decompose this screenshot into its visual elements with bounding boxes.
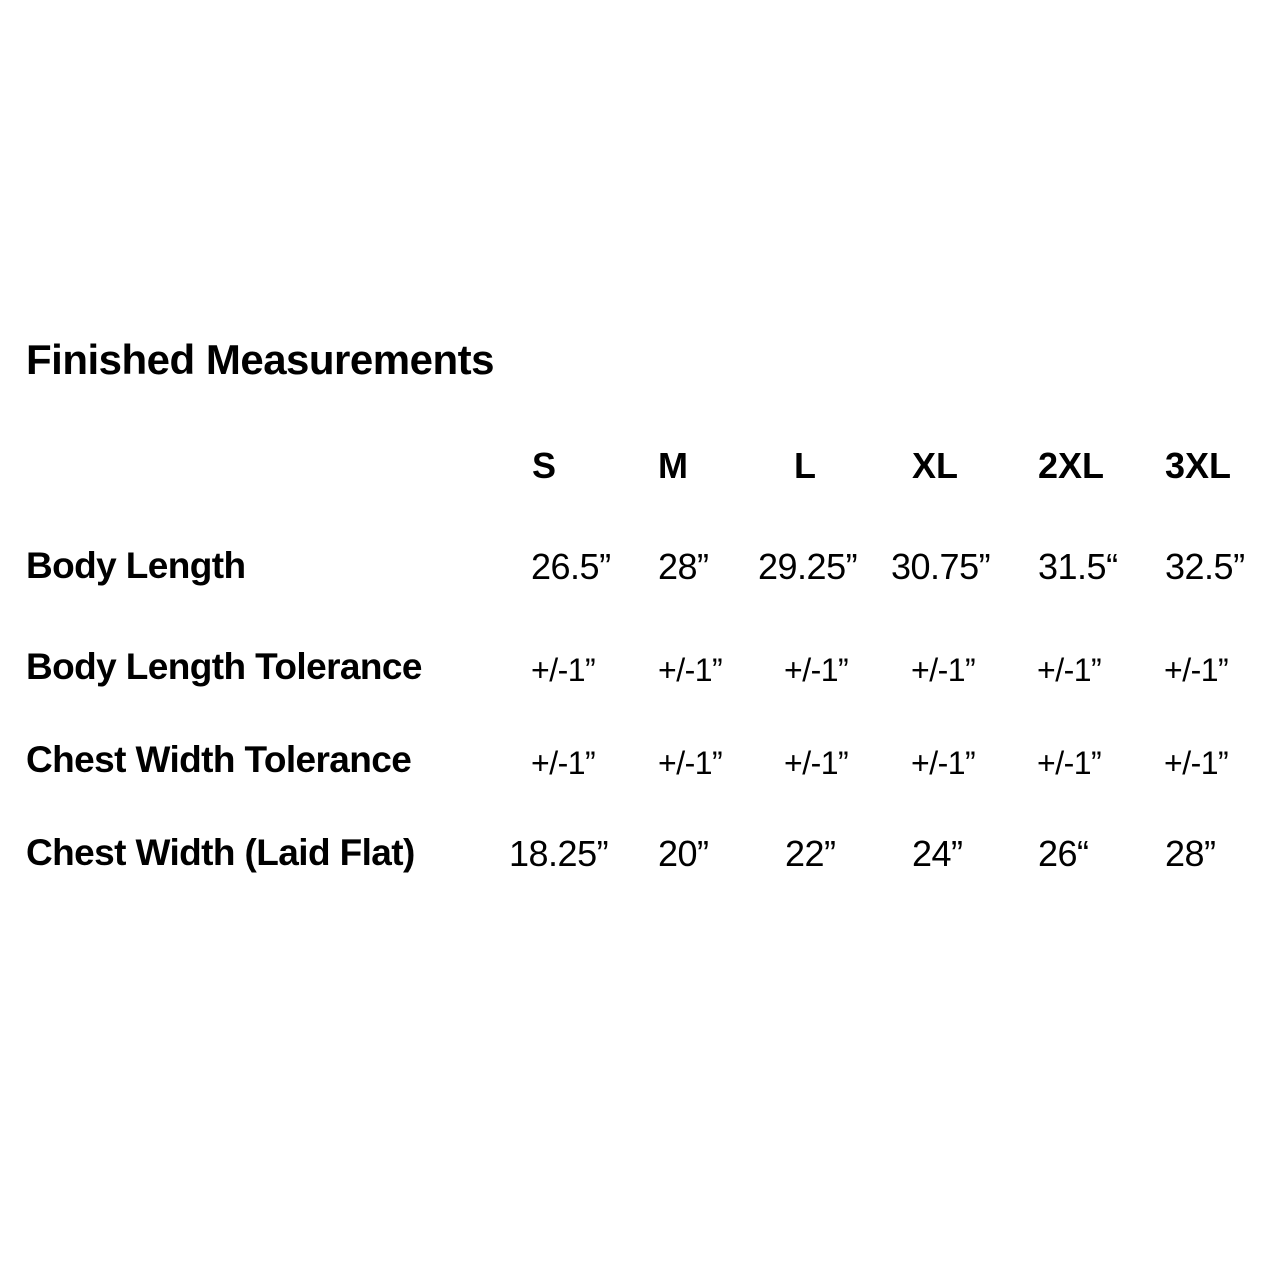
cell-chest-width-laid-flat-xl: 24”: [912, 833, 963, 874]
size-header-m: M: [658, 445, 688, 486]
cell-chest-width-tolerance-s: +/-1”: [531, 745, 596, 781]
row-label-chest-width-tolerance: Chest Width Tolerance: [26, 739, 412, 780]
cell-body-length-xl: 30.75”: [891, 546, 991, 587]
cell-chest-width-tolerance-m: +/-1”: [658, 745, 723, 781]
cell-chest-width-laid-flat-3xl: 28”: [1165, 833, 1216, 874]
size-header-xl: XL: [912, 445, 959, 486]
size-header-3xl: 3XL: [1165, 445, 1232, 486]
cell-body-length-tolerance-l: +/-1”: [784, 652, 849, 688]
cell-chest-width-laid-flat-m: 20”: [658, 833, 709, 874]
size-header-s: S: [532, 445, 557, 486]
page-title: Finished Measurements: [26, 336, 494, 383]
size-header-2xl: 2XL: [1038, 445, 1105, 486]
cell-chest-width-tolerance-xl: +/-1”: [911, 745, 976, 781]
cell-body-length-3xl: 32.5”: [1165, 546, 1245, 587]
cell-body-length-tolerance-s: +/-1”: [531, 652, 596, 688]
cell-body-length-tolerance-2xl: +/-1”: [1037, 652, 1102, 688]
cell-chest-width-tolerance-2xl: +/-1”: [1037, 745, 1102, 781]
cell-body-length-tolerance-m: +/-1”: [658, 652, 723, 688]
row-label-chest-width-laid-flat: Chest Width (Laid Flat): [26, 832, 415, 873]
cell-chest-width-laid-flat-l: 22”: [785, 833, 836, 874]
cell-body-length-m: 28”: [658, 546, 709, 587]
size-header-l: L: [794, 445, 816, 486]
cell-body-length-s: 26.5”: [531, 546, 611, 587]
cell-body-length-tolerance-3xl: +/-1”: [1164, 652, 1229, 688]
cell-chest-width-tolerance-3xl: +/-1”: [1164, 745, 1229, 781]
cell-body-length-l: 29.25”: [758, 546, 858, 587]
cell-body-length-tolerance-xl: +/-1”: [911, 652, 976, 688]
cell-body-length-2xl: 31.5“: [1038, 546, 1118, 587]
row-label-body-length: Body Length: [26, 545, 246, 586]
cell-chest-width-laid-flat-s: 18.25”: [509, 833, 609, 874]
cell-chest-width-laid-flat-2xl: 26“: [1038, 833, 1089, 874]
cell-chest-width-tolerance-l: +/-1”: [784, 745, 849, 781]
row-label-body-length-tolerance: Body Length Tolerance: [26, 646, 422, 687]
